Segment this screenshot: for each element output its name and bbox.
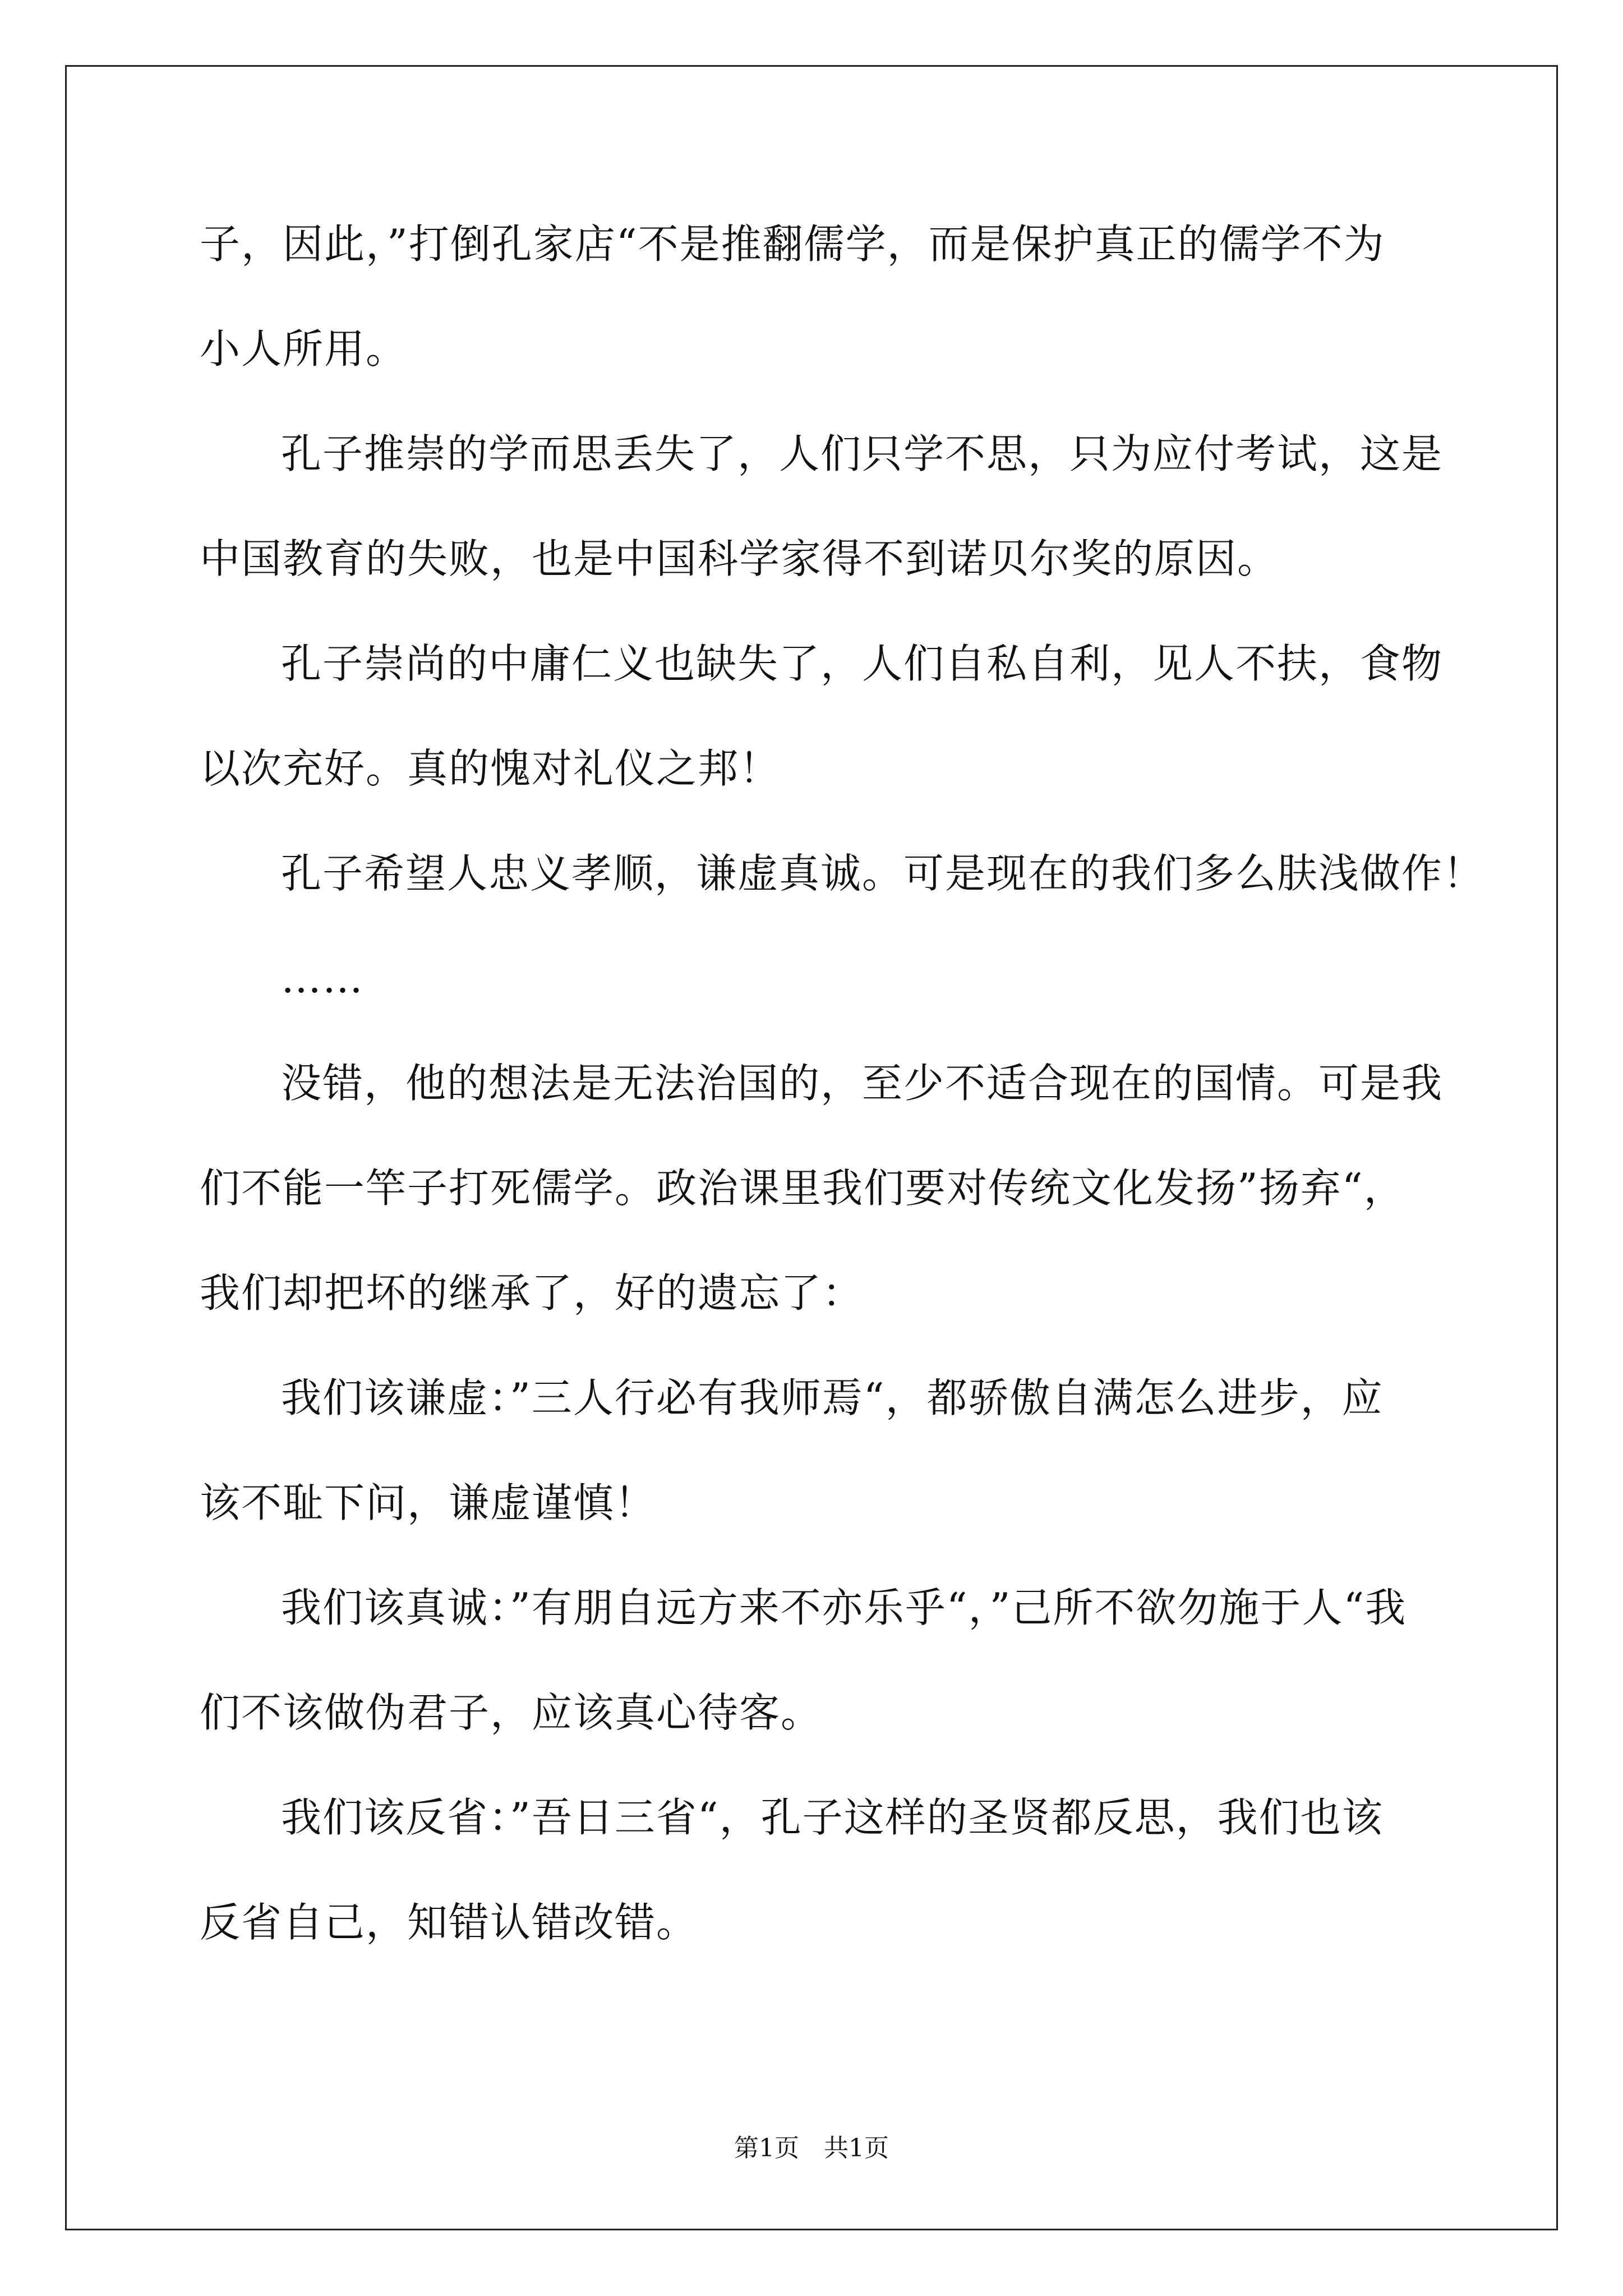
text-line: 中国教育的失败，也是中国科学家得不到诺贝尔奖的原因。 — [200, 535, 1279, 582]
text-line: 孔子崇尚的中庸仁义也缺失了，人们自私自利，见人不扶，食物 — [281, 640, 1444, 687]
text-line: 我们该真诚：”有朋自远方来不亦乐乎“，”己所不欲勿施于人“我 — [281, 1584, 1407, 1631]
text-line: 我们却把坏的继承了，好的遗忘了： — [200, 1269, 864, 1317]
text-line: 孔子推崇的学而思丢失了，人们只学不思，只为应付考试，这是 — [281, 430, 1444, 477]
text-line: 们不能一竿子打死儒学。政治课里我们要对传统文化发扬”扬弃“， — [200, 1165, 1405, 1212]
text-line: 们不该做伪君子，应该真心待客。 — [200, 1689, 823, 1736]
text-line: 我们该反省：”吾日三省“，孔子这样的圣贤都反思，我们也该 — [281, 1794, 1384, 1841]
text-line: …… — [281, 955, 364, 1002]
text-line: 该不耻下问，谦虚谨慎！ — [200, 1479, 657, 1526]
text-line: 没错，他的想法是无法治国的，至少不适合现在的国情。可是我 — [281, 1060, 1444, 1107]
text-line: 孔子希望人忠义孝顺，谦虚真诚。可是现在的我们多么肤浅做作！ — [281, 850, 1485, 897]
text-line: 反省自己，知错认错改错。 — [200, 1899, 698, 1946]
page-number-footer: 第1页 共1页 — [734, 2134, 889, 2162]
text-line: 以次充好。真的愧对礼仪之邦！ — [200, 745, 781, 792]
text-line: 我们该谦虚：”三人行必有我师焉“，都骄傲自满怎么进步，应 — [281, 1374, 1384, 1421]
text-line: 小人所用。 — [200, 325, 408, 372]
text-line: 子，因此，”打倒孔家店“不是推翻儒学，而是保护真正的儒学不为 — [200, 220, 1385, 268]
